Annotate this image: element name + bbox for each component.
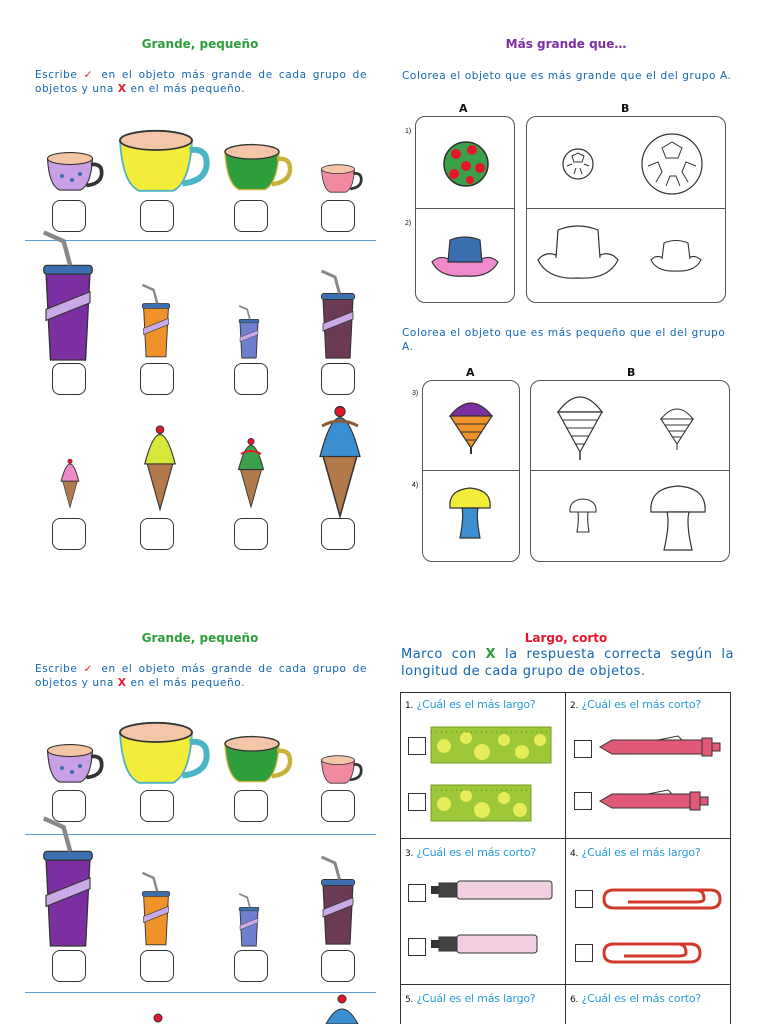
check-mark-icon: ✓ [83,69,96,81]
drink-small-blue-icon [234,310,266,358]
answer-box-cup-1[interactable] [52,790,86,822]
answer-box-drink-1[interactable] [52,950,86,982]
x-mark-icon: X [117,677,127,689]
ws3-instructions: Escribe ✓ en el objeto más grande de cada grupo de objetos y una X en el más pequeño. [35,663,368,689]
ruler-short-icon [430,784,532,822]
check-mark-icon: ✓ [83,663,96,675]
answer-box-pen-2[interactable] [574,792,592,810]
answer-box-pen-1[interactable] [574,740,592,758]
marker-short-icon [430,932,540,956]
cup-medium-green-icon [222,144,292,192]
icecream-top-icon [152,1012,164,1024]
icecream-top-icon [322,994,362,1024]
row-3-number: 3) [412,390,419,397]
answer-box-icecream-1[interactable] [52,518,86,550]
top-small-outline-icon [660,404,694,450]
divider [25,240,376,241]
cup-large-yellow-icon [118,722,204,784]
ball-large-outline-icon [640,132,704,196]
answer-box-icecream-2[interactable] [140,518,174,550]
answer-box-cup-2[interactable] [140,200,174,232]
hat-colored-icon [430,234,500,278]
divider [25,834,376,835]
answer-box-cup-4[interactable] [321,790,355,822]
mushroom-large-outline-icon [648,484,708,554]
mushroom-small-outline-icon [568,498,598,536]
icecream-medium-yellow-icon [138,422,182,514]
row-2-number: 2) [405,220,412,227]
ws4-instructions: Marco con X la respuesta correcta según la longitud de cada grupo de objetos. [401,647,735,679]
answer-box-drink-2[interactable] [140,363,174,395]
cup-tiny-pink-icon [320,165,360,193]
cup-tiny-pink-icon [320,756,360,784]
answer-box-cup-1[interactable] [52,200,86,232]
top-large-outline-icon [556,390,604,460]
drink-medium-orange-icon [136,880,180,948]
hat-small-outline-icon [650,238,702,272]
drink-large-purple-icon [38,842,98,946]
pen-long-icon [598,734,722,760]
question-1: 1. ¿Cuál es el más largo? [405,698,536,711]
cup-large-yellow-icon [118,130,204,192]
group-a2-label: A [466,366,475,379]
drink-medium-orange-icon [136,292,180,360]
ws3-title: Grande, pequeño [141,631,259,645]
icecream-large-blue-icon [312,406,368,516]
question-5: 5. ¿Cuál es el más largo? [405,992,536,1005]
question-2: 2. ¿Cuál es el más corto? [570,698,702,711]
x-mark-icon: X [485,647,497,662]
icecream-small-green-icon [234,436,270,514]
answer-box-icecream-3[interactable] [234,518,268,550]
question-4: 4. ¿Cuál es el más largo? [570,846,701,859]
ws1-title: Grande, pequeño [141,37,259,51]
ws2-instruction-1: Colorea el objeto que es más grande que el del grupo A. [402,70,732,82]
answer-box-cup-3[interactable] [234,200,268,232]
cup-small-purple-icon [42,152,102,192]
answer-box-clip-2[interactable] [575,944,593,962]
top-colored-icon [448,396,494,454]
answer-box-cup-3[interactable] [234,790,268,822]
drink-small-blue-icon [234,898,266,946]
ruler-long-icon [430,726,552,764]
drink-large-purple-icon [38,256,98,360]
ws2-title: Más grande que… [505,37,627,51]
answer-box-drink-4[interactable] [321,363,355,395]
drink-medium-brown-icon [316,866,364,946]
cup-medium-green-icon [222,736,292,784]
x-mark-icon: X [117,83,127,95]
group-b2-label: B [627,366,636,379]
mushroom-colored-icon [446,486,494,542]
row-1-number: 1) [405,128,412,135]
cup-small-purple-icon [42,744,102,784]
answer-box-clip-1[interactable] [575,890,593,908]
ball-small-outline-icon [562,148,594,180]
divider [25,992,376,993]
group-b-label: B [621,102,630,115]
answer-box-ruler-2[interactable] [408,793,426,811]
row-4-number: 4) [412,482,419,489]
answer-box-icecream-4[interactable] [321,518,355,550]
marker-long-icon [430,878,554,902]
pen-short-icon [598,788,710,814]
answer-box-drink-3[interactable] [234,363,268,395]
answer-box-drink-3[interactable] [234,950,268,982]
answer-box-marker-2[interactable] [408,938,426,956]
question-6: 6. ¿Cuál es el más corto? [570,992,702,1005]
question-3: 3. ¿Cuál es el más corto? [405,846,537,859]
ball-colored-icon [442,140,490,188]
ws1-instructions: Escribe ✓ en el objeto más grande de cada grupo de objetos y una X en el más pequeño. [35,69,368,95]
ws2-instruction-2: Colorea el objeto que es más pequeño que el del grupo A. [402,327,726,353]
paperclip-short-icon [600,936,704,970]
group-a-label: A [459,102,468,115]
icecream-tiny-pink-icon [56,458,84,514]
ws4-title: Largo, corto [524,631,608,645]
hat-large-outline-icon [536,222,620,280]
drink-medium-brown-icon [316,280,364,360]
answer-box-marker-1[interactable] [408,884,426,902]
answer-box-drink-4[interactable] [321,950,355,982]
answer-box-ruler-1[interactable] [408,737,426,755]
answer-box-drink-1[interactable] [52,363,86,395]
paperclip-long-icon [600,882,724,916]
answer-box-cup-4[interactable] [321,200,355,232]
answer-box-drink-2[interactable] [140,950,174,982]
answer-box-cup-2[interactable] [140,790,174,822]
